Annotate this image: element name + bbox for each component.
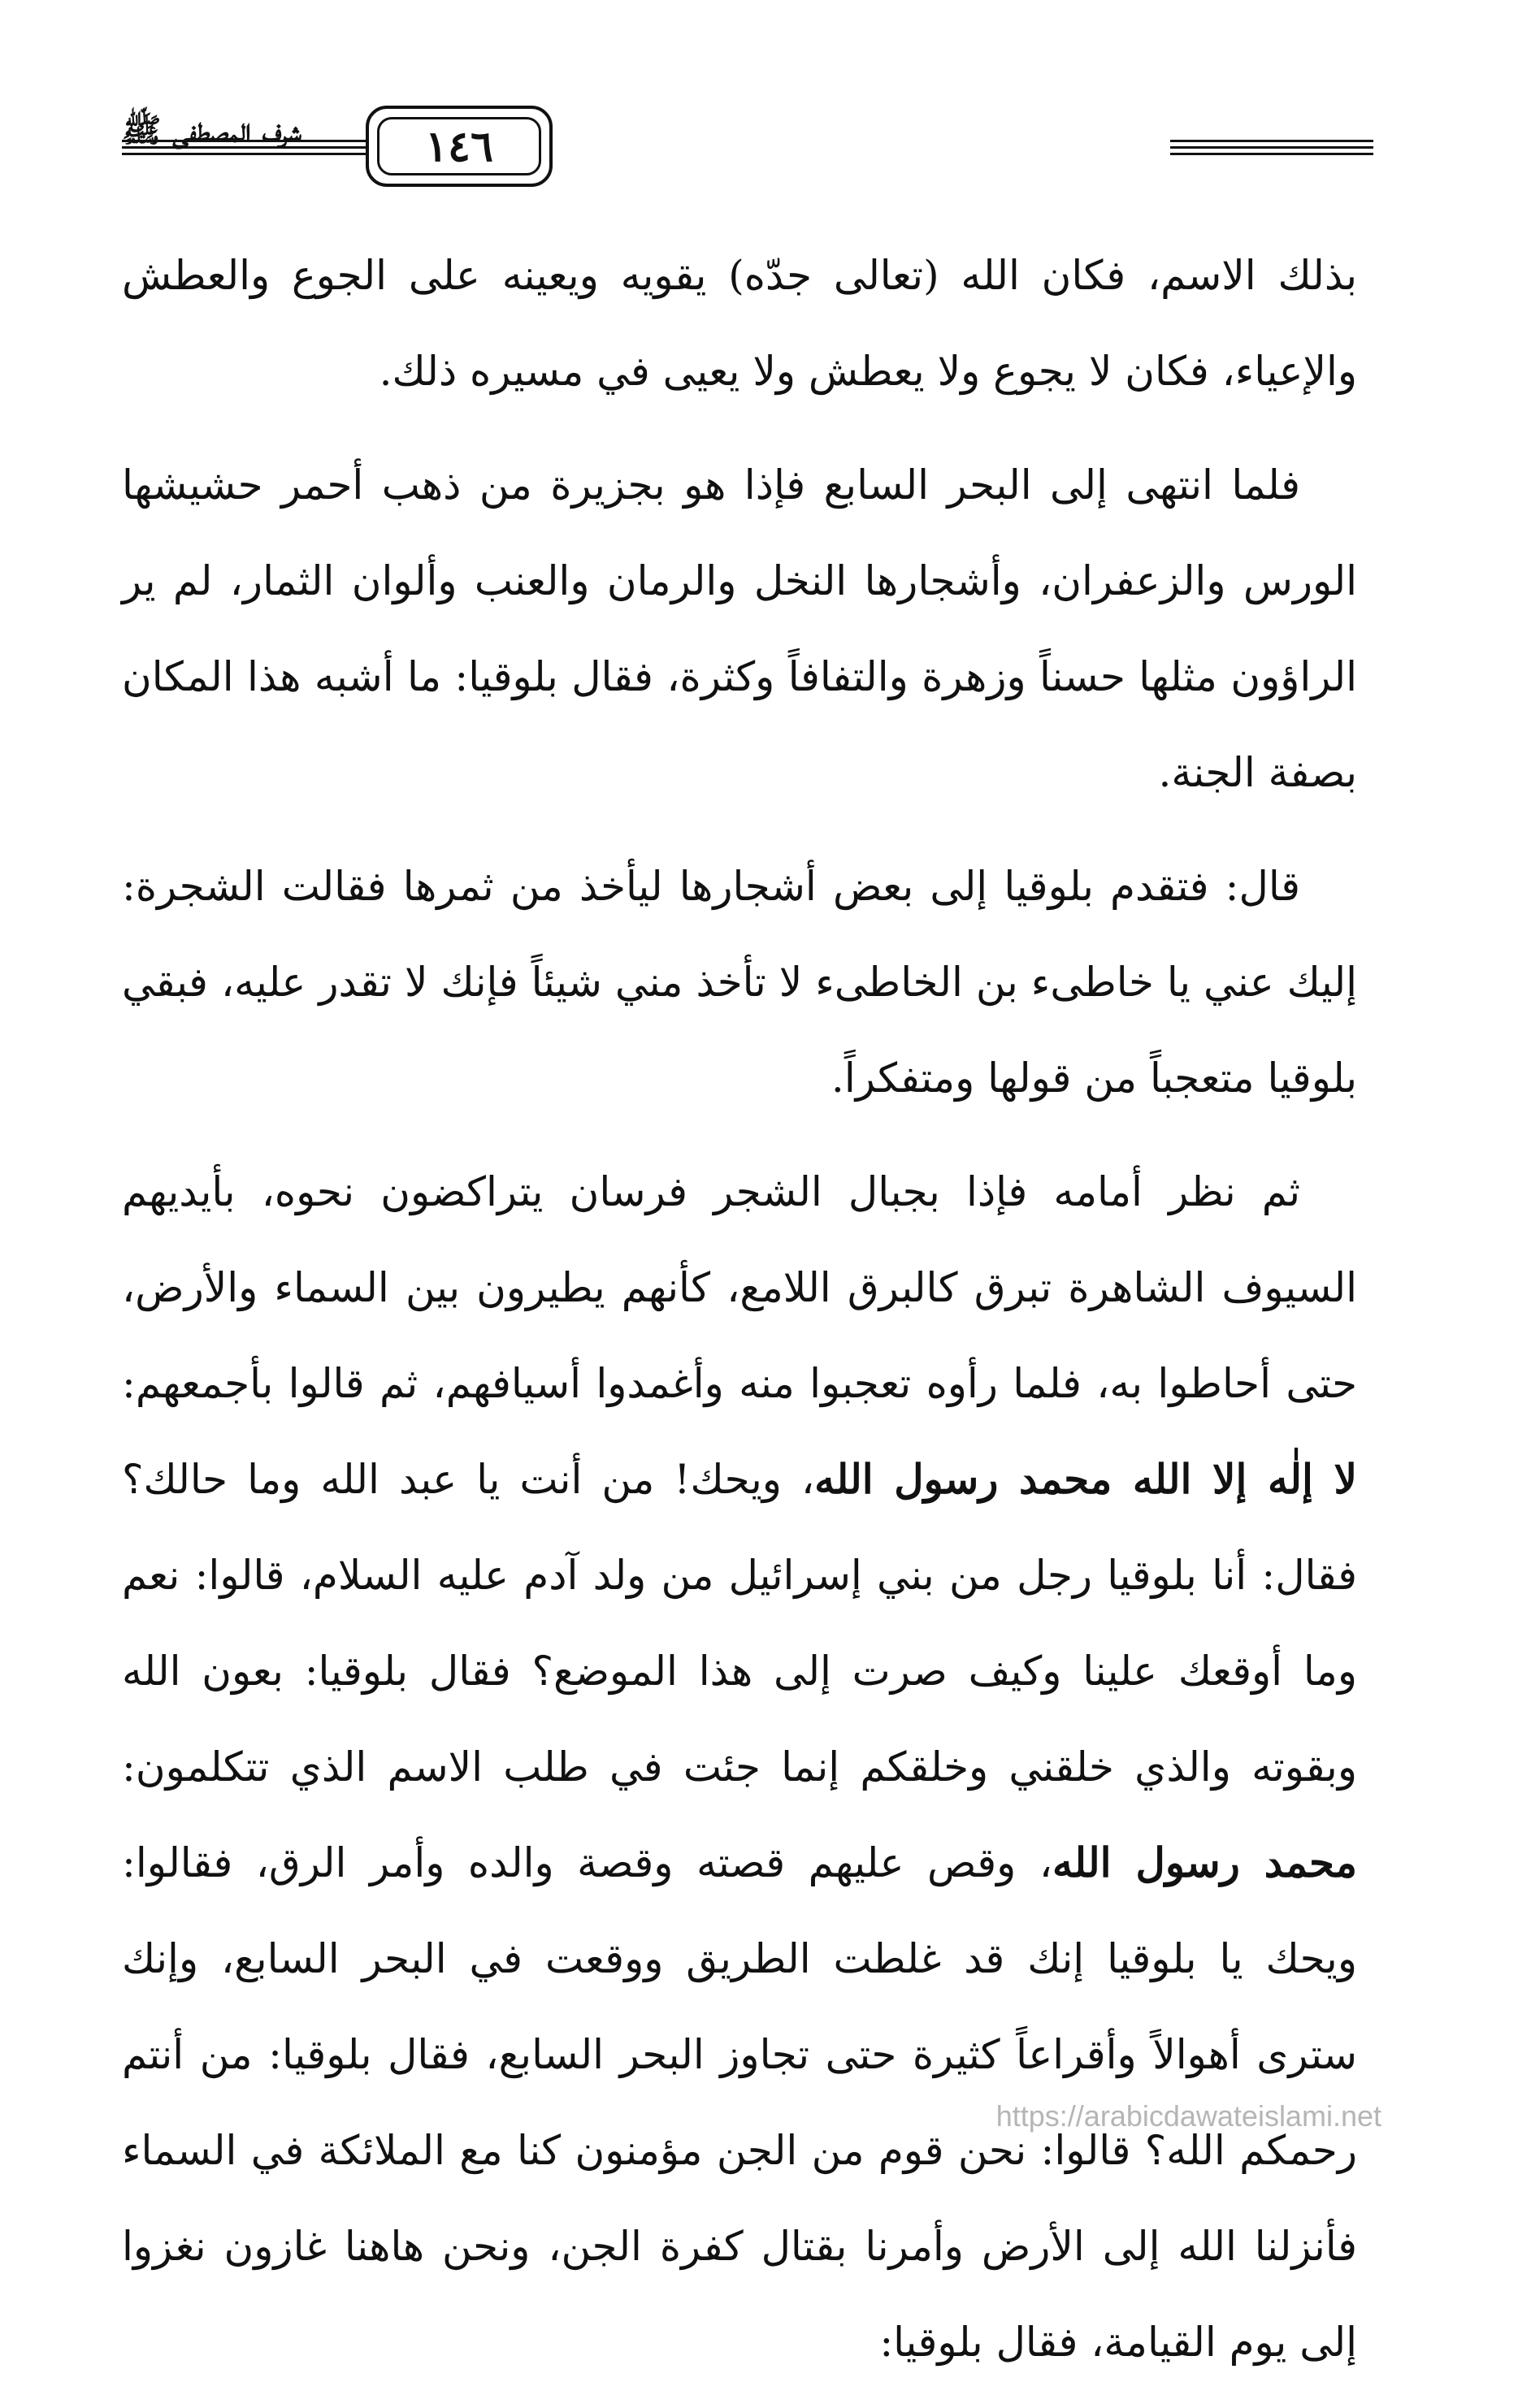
- watermark-url: https://arabicdawateislami.net: [995, 2099, 1381, 2133]
- paragraph-1: بذلك الاسم، فكان الله (تعالى جدّه) يقويه ويعينه على الجوع والعطش والإعياء، فكان لا يجوع ولا يعطش ولا يعيى في مسيره ذلك.: [122, 252, 1357, 395]
- page-number-frame: [366, 106, 553, 187]
- page-header: [122, 106, 1373, 195]
- book-title: شرف المصطفى ﷺ: [122, 111, 301, 149]
- paragraph-4-text: ، ويحك! من أنت يا عبد الله وما حالك؟ فقال: أنا بلوقيا رجل من بني إسرائيل من ولد آدم عليه السلام، قالوا: نعم وما أوقعك علينا وكيف صرت إلى هذا الموضع؟ فقال بلوقيا: بعون الله وبقوته والذي خلقني وخلقكم إنما جئت في طلب الاسم الذي تتكلمون:: [122, 1456, 1357, 1791]
- paragraph-4-text: ثم نظر أمامه فإذا بجبال الشجر فرسان يتراكضون نحوه، بأيديهم السيوف الشاهرة تبرق كالبرق اللامع، كأنهم يطيرون بين السماء والأرض، حتى أحاطوا به، فلما رأوه تعجبوا منه وأغمدوا أسيافهم، ثم قالوا بأجمعهم:: [122, 1168, 1357, 1407]
- header-rule: [1170, 146, 1373, 149]
- header-rule: [1170, 140, 1373, 142]
- paragraph-3: قال: فتقدم بلوقيا إلى بعض أشجارها ليأخذ من ثمرها فقالت الشجرة: إليك عني يا خاطىء بن الخاطىء لا تأخذ مني شيئاً فإنك لا تقدر عليه، فبقي بلوقيا متعجباً من قولها ومتفكراً.: [122, 863, 1357, 1102]
- shahada-text: لا إلٰه إلا الله محمد رسول الله: [814, 1455, 1358, 1503]
- prophet-name-text: محمد رسول الله: [1052, 1838, 1357, 1886]
- paragraph-4-text: ، وقص عليهم قصته وقصة والده وأمر الرق، فقالوا: ويحك يا بلوقيا إنك قد غلطت الطريق ووقعت في البحر السابع، وإنك سترى أهوالاً وأقراعاً كثيرة حتى تجاوز البحر السابع، فقال بلوقيا: من أنتم رحمكم الله؟ قالوا: نحن قوم من الجن مؤمنون كنا مع الملائكة في السماء فأنزلنا الله إلى الأرض وأمرنا بقتال كفرة الجن، ونحن هاهنا غازون نغزوا إلى يوم القيامة، فقال بلوقيا:: [122, 1839, 1357, 2366]
- paragraph-2: فلما انتهى إلى البحر السابع فإذا هو بجزيرة من ذهب أحمر حشيشها الورس والزعفران، وأشجارها النخل والرمان والعنب وألوان الثمار، لم ير الراؤون مثلها حسناً وزهرة والتفافاً وكثرة، فقال بلوقيا: ما أشبه هذا المكان بصفة الجنة.: [122, 461, 1357, 796]
- page-body: [122, 227, 1357, 2408]
- page-number: ١٤٦: [377, 117, 541, 175]
- paragraph-4: [122, 1144, 1357, 2390]
- header-rule: [1170, 153, 1373, 155]
